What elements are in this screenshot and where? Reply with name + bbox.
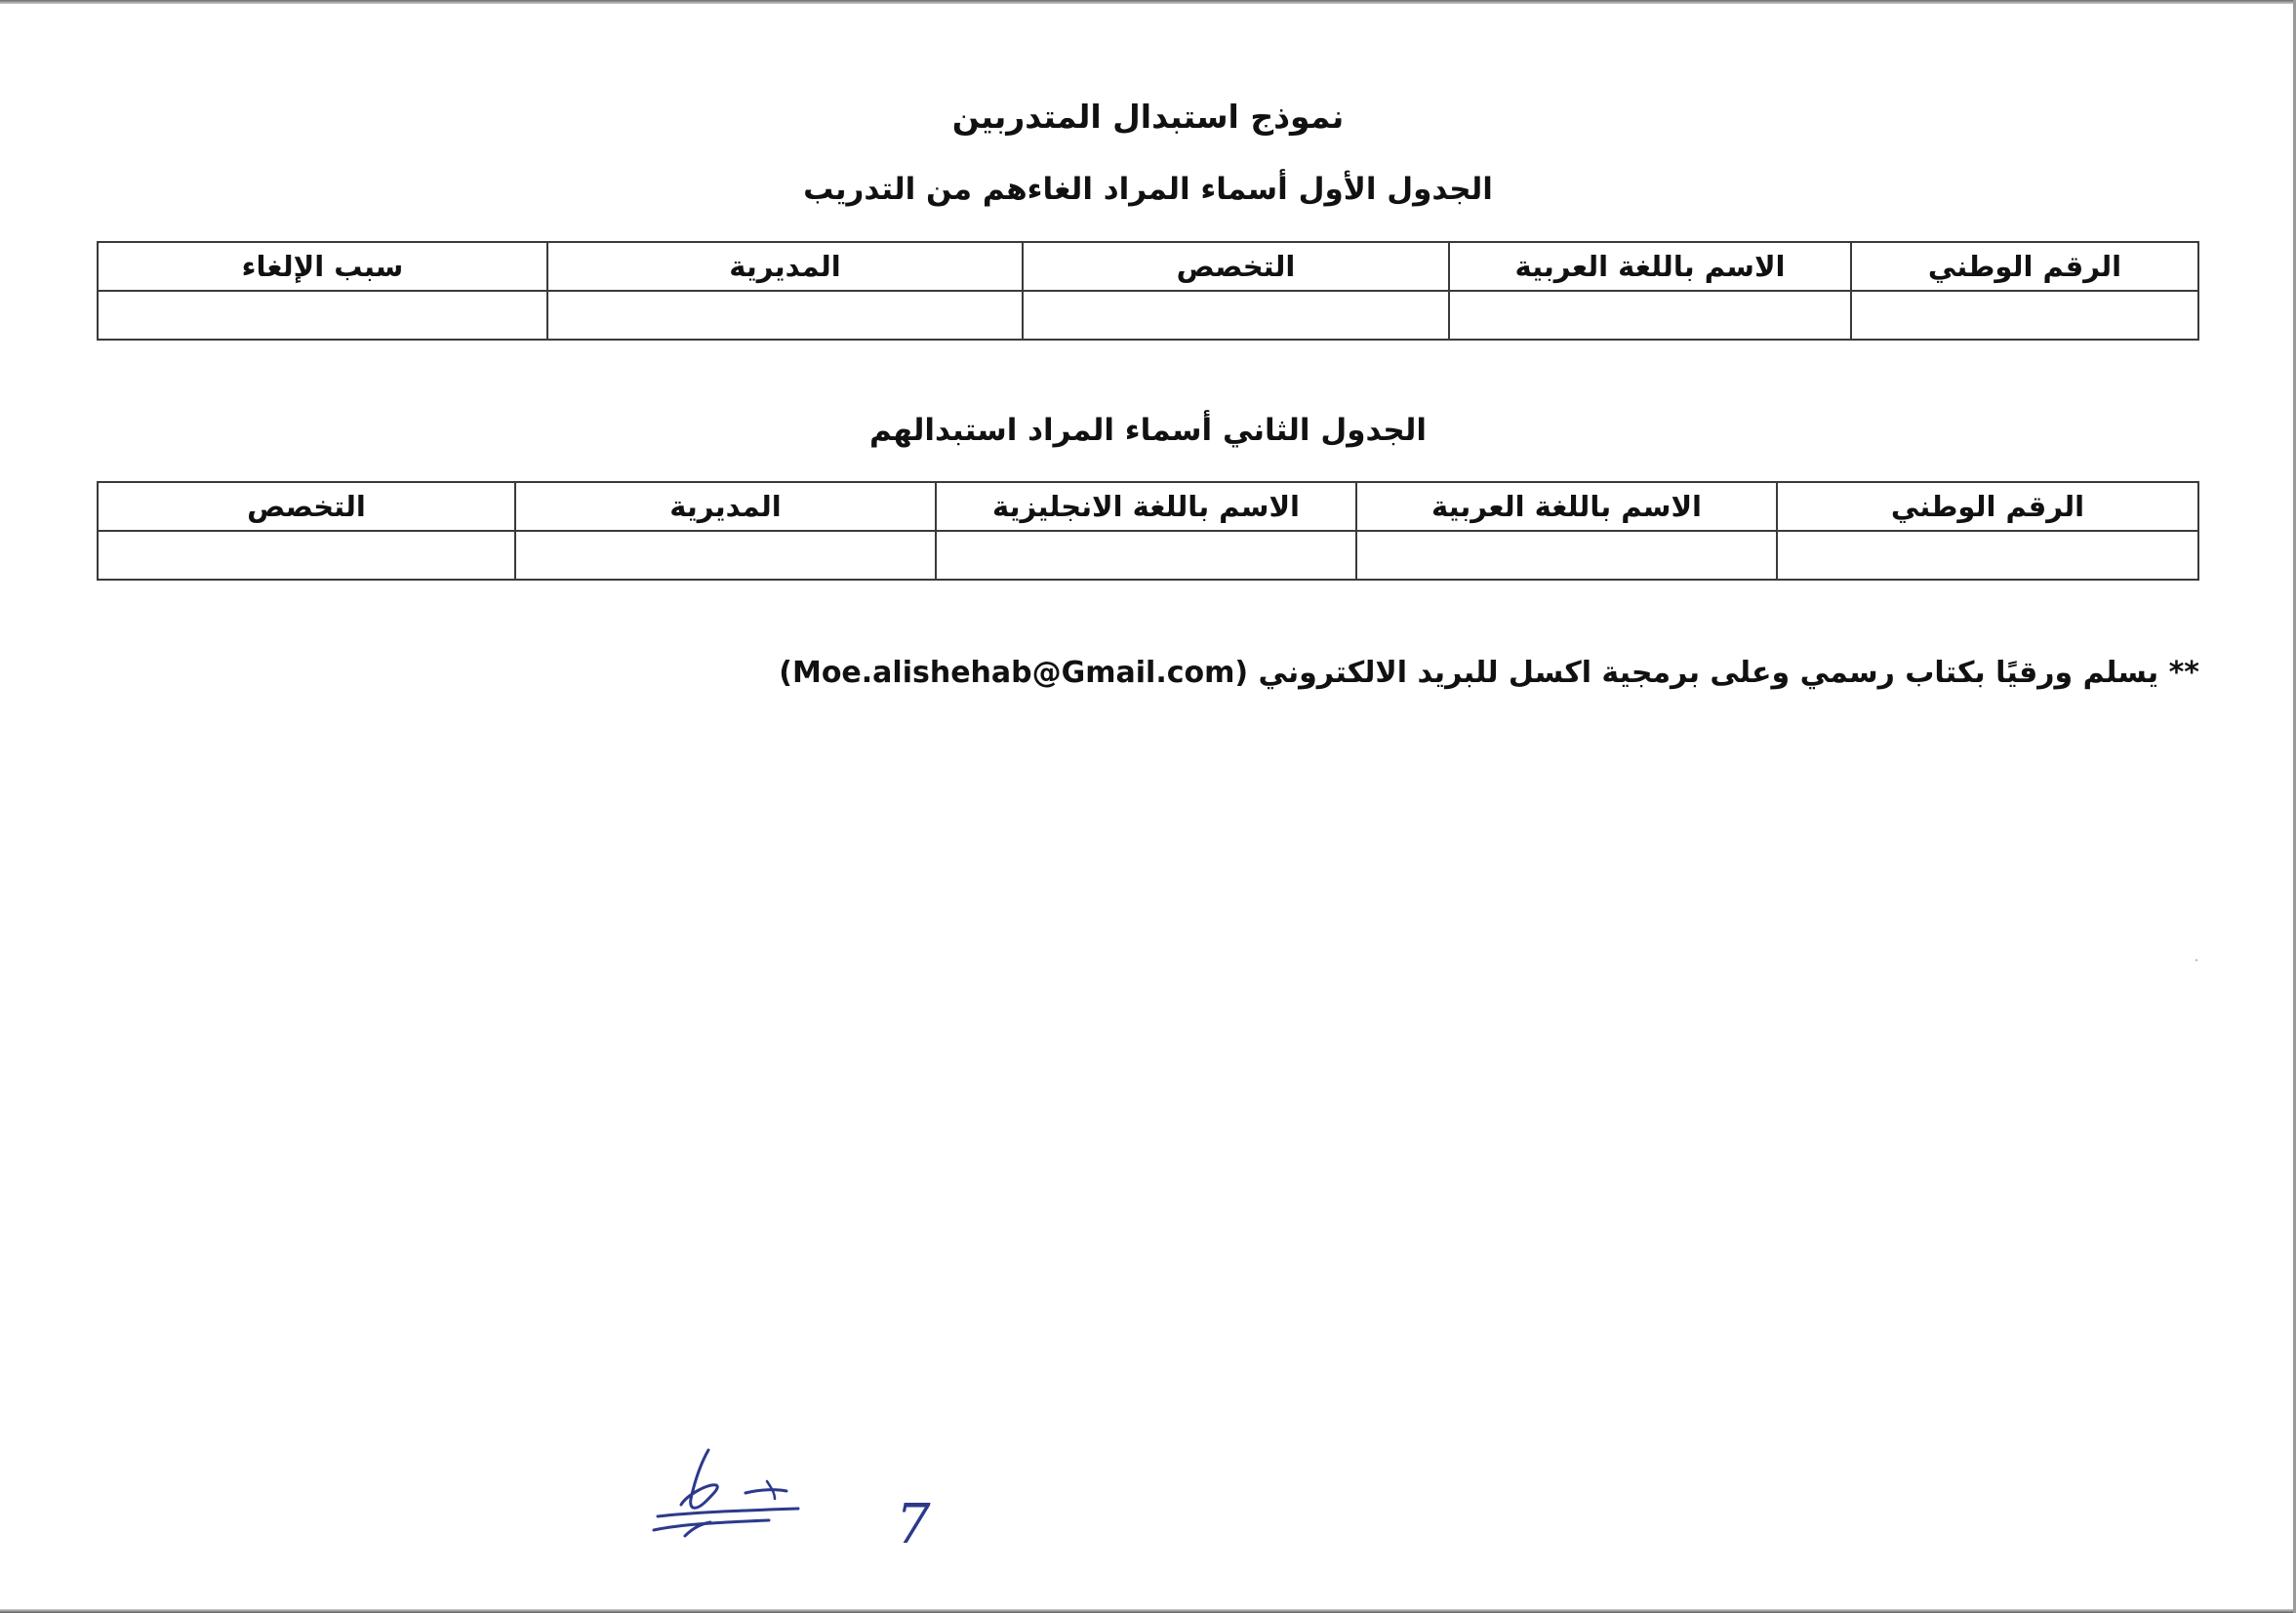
- table1-title: الجدول الأول أسماء المراد الغاءهم من التدريب: [803, 172, 1493, 207]
- scan-speck: [2195, 959, 2197, 961]
- column-header-national-id: الرقم الوطني: [1777, 482, 2198, 531]
- column-header-cancellation-reason: سبب الإلغاء: [98, 242, 547, 291]
- column-header-directorate: المديرية: [515, 482, 936, 531]
- column-header-arabic-name: الاسم باللغة العربية: [1356, 482, 1777, 531]
- table-cell-arabic-name[interactable]: [1356, 531, 1777, 580]
- table-cell-national-id[interactable]: [1777, 531, 2198, 580]
- table-header-row: [98, 482, 2198, 531]
- table-cell-specialization[interactable]: [1023, 291, 1449, 340]
- cancellation-table: [97, 241, 2199, 341]
- replacement-table: [97, 481, 2199, 581]
- handwritten-signature: [652, 1442, 818, 1550]
- scan-edge-top: [0, 0, 2296, 4]
- column-header-specialization: التخصص: [98, 482, 515, 531]
- table2-title: الجدول الثاني أسماء المراد استبدالهم: [868, 413, 1428, 448]
- table-cell-english-name[interactable]: [936, 531, 1356, 580]
- table-cell-arabic-name[interactable]: [1449, 291, 1851, 340]
- table-cell-specialization[interactable]: [98, 531, 515, 580]
- scan-edge-bottom: [0, 1609, 2296, 1613]
- document-title: نموذج استبدال المتدربين: [951, 98, 1345, 136]
- table-row: [98, 291, 2198, 340]
- table-cell-directorate[interactable]: [515, 531, 936, 580]
- column-header-directorate: المديرية: [547, 242, 1023, 291]
- column-header-specialization: التخصص: [1023, 242, 1449, 291]
- page-number: 7: [896, 1493, 931, 1556]
- table-cell-national-id[interactable]: [1851, 291, 2198, 340]
- column-header-national-id: الرقم الوطني: [1851, 242, 2198, 291]
- submission-note: ** يسلم ورقيًا بكتاب رسمي وعلى برمجية اكسل للبريد الالكتروني (Moe.alishehab@Gmail.com): [779, 656, 2199, 690]
- table-row: [98, 531, 2198, 580]
- table-header-row: [98, 242, 2198, 291]
- column-header-english-name: الاسم باللغة الانجليزية: [936, 482, 1356, 531]
- table-cell-cancellation-reason[interactable]: [98, 291, 547, 340]
- table-cell-directorate[interactable]: [547, 291, 1023, 340]
- column-header-arabic-name: الاسم باللغة العربية: [1449, 242, 1851, 291]
